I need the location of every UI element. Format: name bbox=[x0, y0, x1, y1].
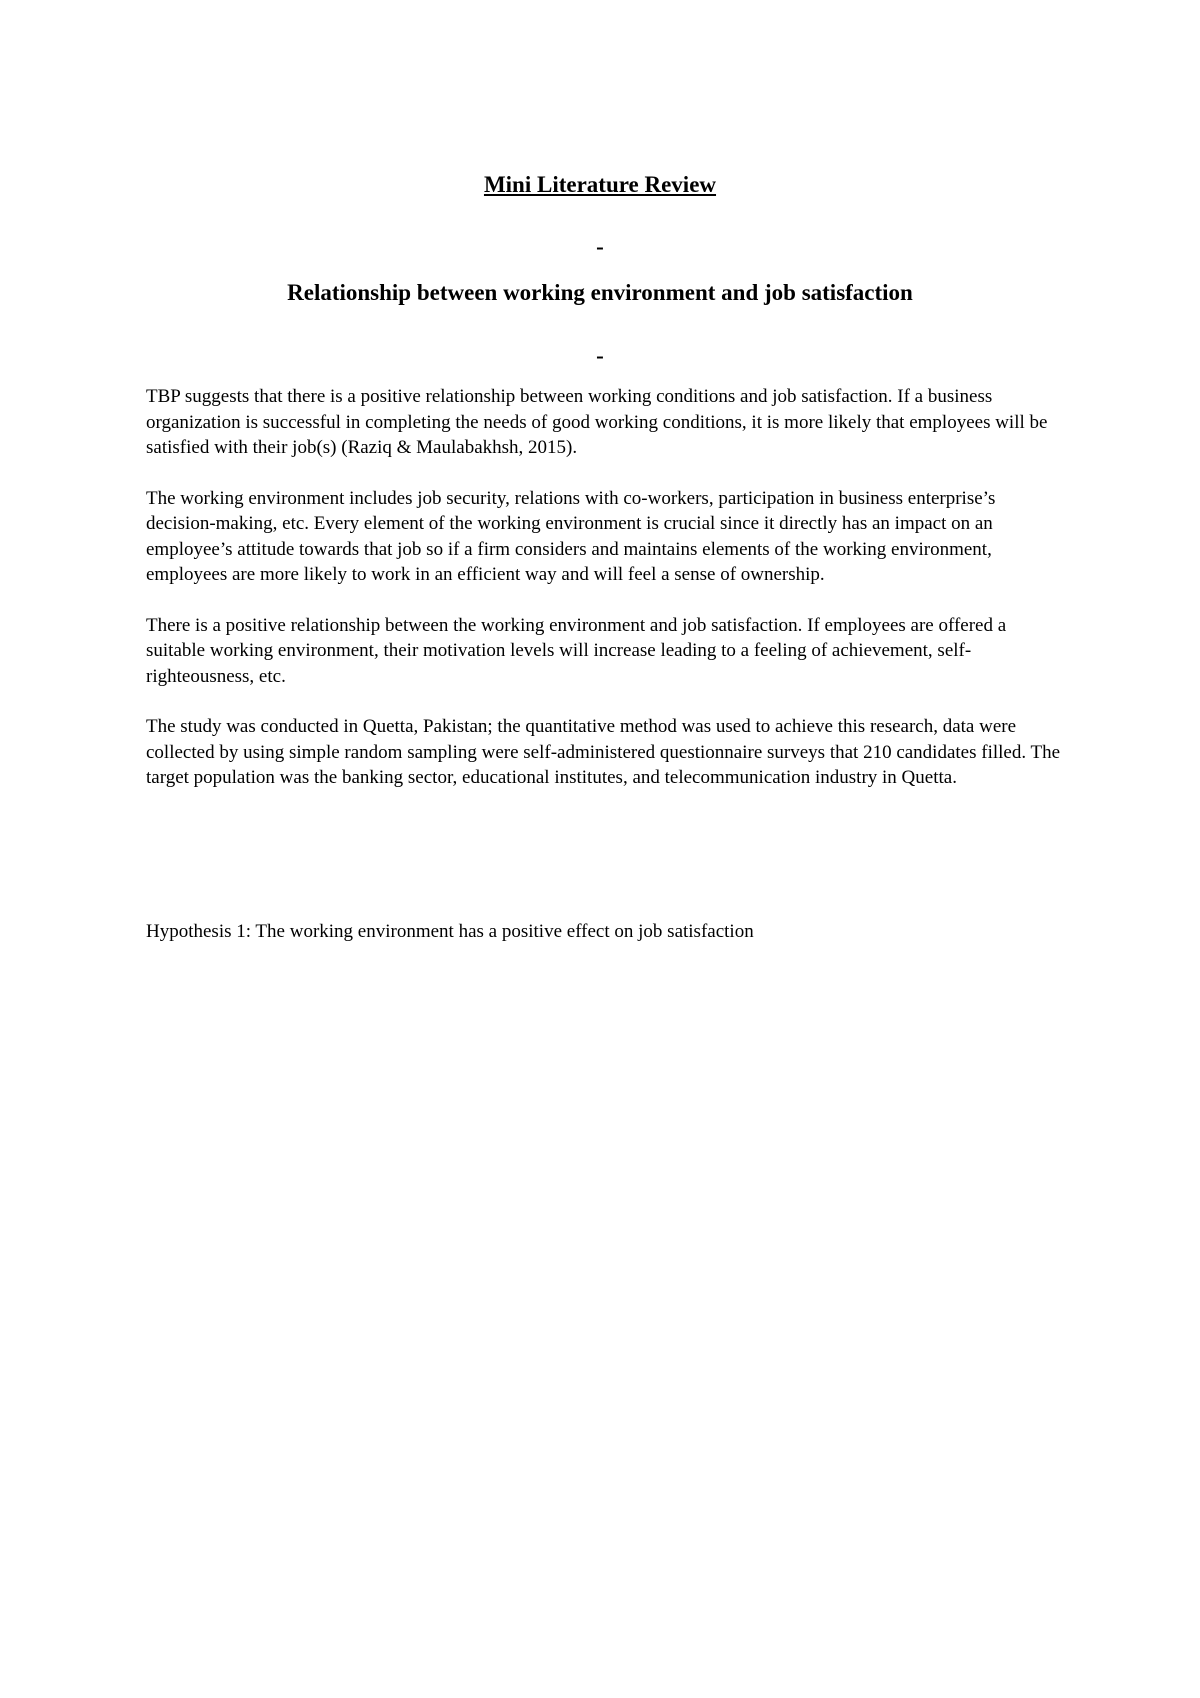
document-title: Mini Literature Review bbox=[483, 172, 717, 197]
paragraph: There is a positive relationship between the working environment and job satisfaction. If employees are offered a suitable working environment, their motivation levels will increase leading to a feeling of achievement, self-righteousness, etc. bbox=[146, 614, 1007, 687]
separator-dash: - bbox=[596, 343, 604, 368]
paragraph: The working environment includes job security, relations with co-workers, participation in business enterprise’s decision-making, etc. Every element of the working environment is crucial since it directly has an impact on an employee’s attitude towards that job so if a firm considers and maintains elements of the working environment, employees are more likely to work in an efficient way and will feel a sense of ownership. bbox=[146, 487, 996, 585]
document-subtitle: Relationship between working environment and job satisfaction bbox=[287, 280, 913, 305]
body-text bbox=[146, 384, 1066, 816]
separator-dash: - bbox=[596, 234, 604, 259]
hypothesis-statement: Hypothesis 1: The working environment has a positive effect on job satisfaction bbox=[146, 921, 754, 942]
paragraph: TBP suggests that there is a positive relationship between working conditions and job satisfaction. If a business organization is successful in completing the needs of good working conditions, it is more likely that employees will be satisfied with their job(s) (Raziq & Maulabakhsh, 2015). bbox=[146, 386, 1048, 458]
paragraph: The study was conducted in Quetta, Pakistan; the quantitative method was used to achieve this research, data were collected by using simple random sampling were self-administered questionnaire surveys that 210 candidates filled. The target population was the banking sector, educational institutes, and telecommunication industry in Quetta. bbox=[146, 716, 1061, 788]
